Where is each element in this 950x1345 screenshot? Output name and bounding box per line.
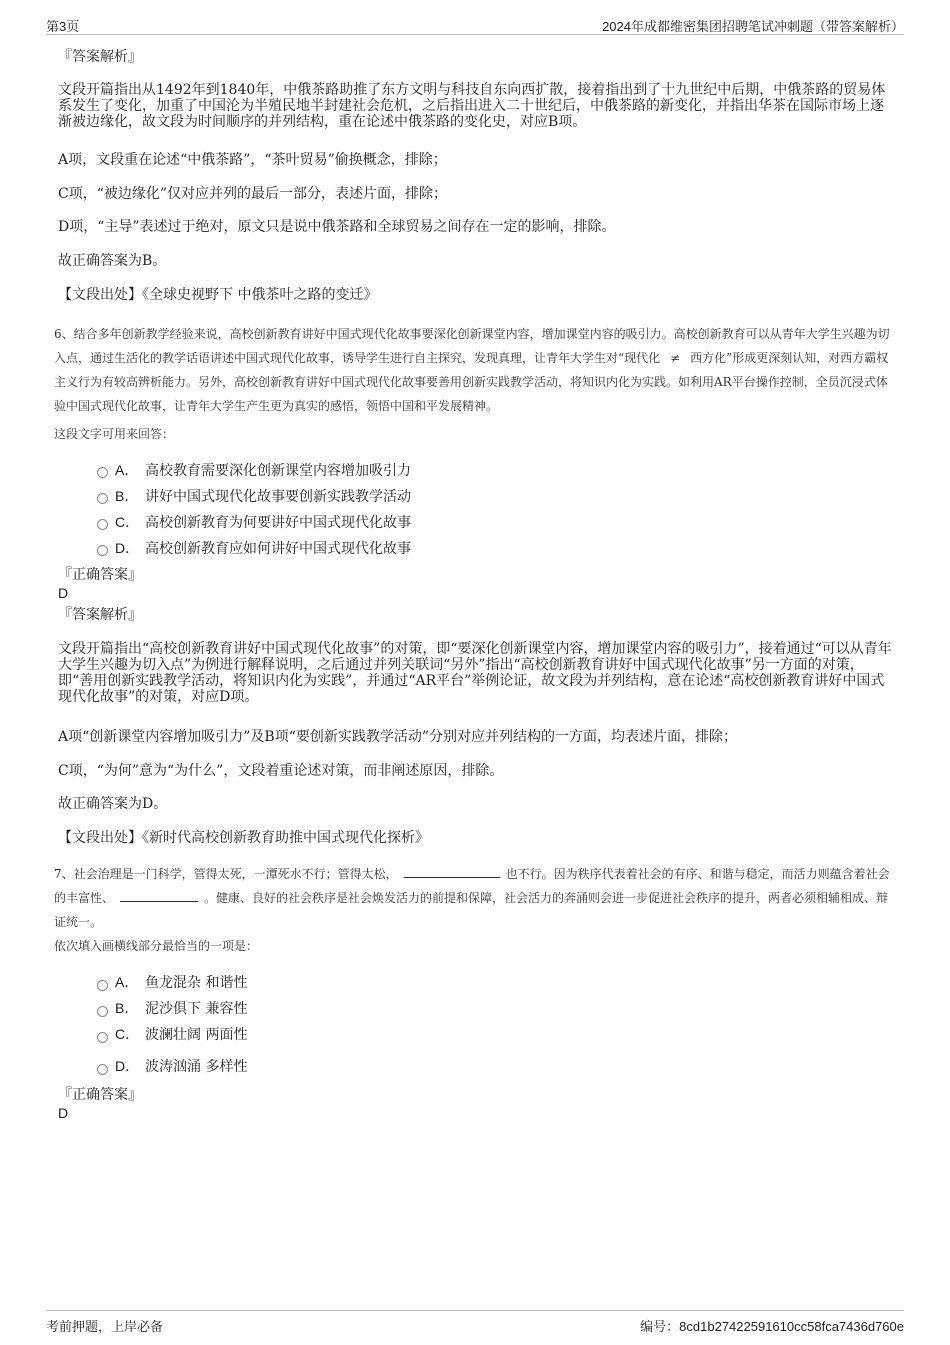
q6-stem-part-b: 西方化”形成更深刻认知，对西方霸权主义行为有较高辨析能力。另外，高校创新教育讲好中国式现代化故事要善用创新实践教学活动，将知识内化为实践。如利用AR平台操作控制，全员沉浸式体验中国式现代化故事，让青年大学生产生更为真实的感悟，领悟中国和平发展精神。 [54, 351, 889, 413]
q6-option-a[interactable]: A． 高校教育需要深化创新课堂内容增加吸引力 [115, 462, 411, 479]
q6-option-b[interactable]: B． 讲好中国式现代化故事要创新实践教学活动 [115, 488, 411, 505]
q7-option-a[interactable]: A． 鱼龙混杂 和谐性 [115, 974, 248, 991]
q6-analysis-label: 『答案解析』 [58, 607, 142, 623]
q6-analysis-p3: C项，“为何”意为“为什么”，文段着重论述对策，而非阐述原因，排除。 [58, 763, 504, 779]
q6-option-d-radio[interactable] [97, 545, 108, 556]
q6-analysis-p1: 文段开篇指出“高校创新教育讲好中国式现代化故事”的对策，即“要深化创新课堂内容，增加课堂内容的吸引力”，接着通过“可以从青年大学生兴趣为切入点”为例进行解释说明，之后通过并列关联词“另外”指出“高校创新教育讲好中国式现代化故事”另一方面的对策，即“善用创新实践教学活动，将知识内化为实践”，并通过“AR平台”举例论证，故文段为并列结构，意在论述“高校创新教育讲好中国式现代化故事”的对策，对应D项。 [58, 641, 892, 705]
q5-analysis-p4: D项，“主导”表述过于绝对，原文只是说中俄茶路和全球贸易之间存在一定的影响，排除。 [58, 219, 616, 235]
q7-option-c-radio[interactable] [97, 1032, 108, 1043]
document-title: 2024年成都维密集团招聘笔试冲刺题（带答案解析） [602, 19, 904, 34]
q5-analysis-p3: C项，“被边缘化”仅对应并列的最后一部分，表述片面，排除； [58, 186, 448, 202]
q7-option-b-radio[interactable] [97, 1006, 108, 1017]
q7-option-c[interactable]: C． 波澜壮阔 两面性 [115, 1026, 248, 1043]
q6-stem [54, 322, 896, 418]
q7-option-b[interactable]: B． 泥沙俱下 兼容性 [115, 1000, 248, 1017]
q6-analysis-p4: 故正确答案为D。 [58, 796, 168, 812]
q6-option-d[interactable]: D． 高校创新教育应如何讲好中国式现代化故事 [115, 540, 411, 557]
q6-stem-part-a: 6、结合多年创新教学经验来说，高校创新教育讲好中国式现代化故事要深化创新课堂内容，增加课堂内容的吸引力。高校创新教育可以从青年大学生兴趣为切入点，通过生活化的教学话语讲述中国式现代化故事，诱导学生进行自主探究，发现真理，让青年大学生对“现代化 [54, 327, 890, 365]
q7-prompt: 依次填入画横线部分最恰当的一项是： [54, 939, 259, 953]
q5-analysis-p5: 故正确答案为B。 [58, 253, 167, 269]
q7-answer-label: 『正确答案』 [58, 1087, 142, 1103]
q6-option-c[interactable]: C． 高校创新教育为何要讲好中国式现代化故事 [115, 514, 411, 531]
page-header [46, 14, 904, 35]
fill-blank-1[interactable] [404, 865, 500, 878]
q7-option-a-radio[interactable] [97, 980, 108, 991]
q6-option-b-radio[interactable] [97, 493, 108, 504]
q5-source: 【文段出处】《全球史视野下 中俄茶叶之路的变迁》 [58, 287, 378, 303]
q6-option-c-radio[interactable] [97, 519, 108, 530]
q5-analysis-label: 『答案解析』 [58, 49, 142, 65]
q7-option-d-radio[interactable] [97, 1064, 108, 1075]
q6-prompt: 这段文字可用来回答： [54, 427, 175, 441]
q5-analysis-p1: 文段开篇指出从1492年到1840年，中俄茶路助推了东方文明与科技自东向西扩散，接着指出到了十九世纪中后期，中俄茶路的贸易体系发生了变化，加重了中国沦为半殖民地半封建社会危机，之后指出进入二十世纪后，中俄茶路的新变化，并指出华茶在国际市场上逐渐被边缘化，故文段为时间顺序的并列结构，重在论述中俄茶路的变化史，对应B项。 [58, 82, 886, 130]
footer-slogan: 考前押题，上岸必备 [46, 1319, 164, 1334]
page-footer [46, 1310, 904, 1337]
q7-stem: 7、社会治理是一门科学，管得太死，一潭死水不行；管得太松， 也不行。因为秩序代表着社会的有序、和谐与稳定，而活力则蕴含着社会的丰富性、 。健康、良好的社会秩序是社会焕发活力的前提和保障，社会活力的奔涌则会进一步促进社会秩序的提升，两者必须相辅相成、辩证统一。 [54, 867, 890, 929]
document-code: 编号：8cd1b27422591610cc58fca7436d760e [640, 1319, 904, 1334]
q6-analysis-p2: A项“创新课堂内容增加吸引力”及B项“要创新实践教学活动”分别对应并列结构的一方面，均表述片面，排除； [58, 729, 738, 745]
page-number: 第3页 [46, 19, 80, 34]
fill-blank-2[interactable] [120, 889, 198, 902]
q7-answer: D [58, 1105, 69, 1121]
q6-answer-label: 『正确答案』 [58, 567, 142, 583]
q6-option-a-radio[interactable] [97, 467, 108, 478]
q6-answer: D [58, 585, 69, 601]
q5-analysis-p2: A项，文段重在论述“中俄茶路”，“茶叶贸易”偷换概念，排除； [58, 152, 447, 168]
q7-option-d[interactable]: D． 波涛汹涌 多样性 [115, 1058, 248, 1075]
not-equal-mark: ≠ [670, 351, 681, 365]
q6-source: 【文段出处】《新时代高校创新教育助推中国式现代化探析》 [58, 830, 429, 846]
